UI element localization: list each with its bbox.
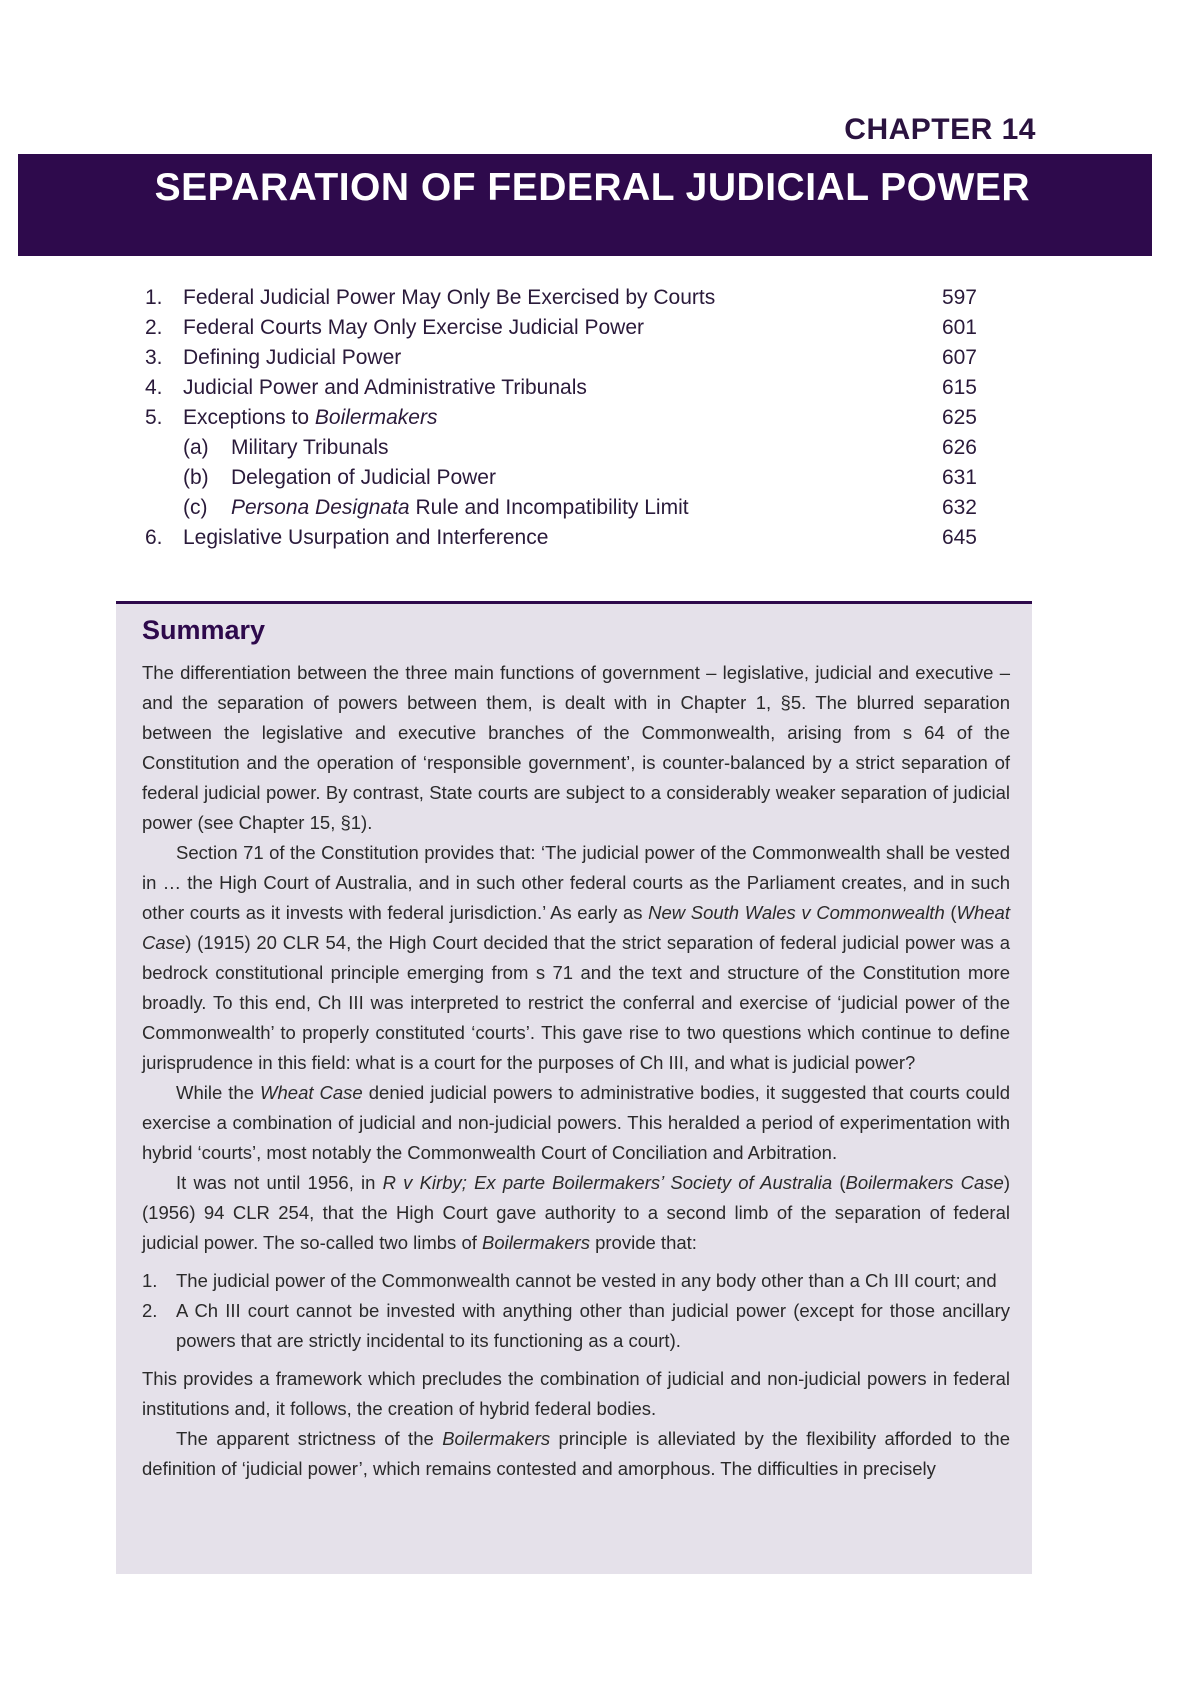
- summary-paragraph: While the Wheat Case denied judicial powers to administrative bodies, it suggested that courts could exercise a combination of judicial and non-judicial powers. This heralded a period of experimentation with hybrid ‘courts’, most notably the Commonwealth Court of Conciliation and Arbitration.: [142, 1082, 1010, 1163]
- toc-number: 3.: [145, 346, 163, 369]
- toc-number: 4.: [145, 376, 163, 399]
- toc-number: 2.: [145, 316, 163, 339]
- summary-paragraph: This provides a framework which precludes the combination of judicial and non-judicial powers in federal institutions and, it follows, the creation of hybrid federal bodies.: [142, 1368, 1010, 1419]
- chapter-title-bar: [18, 154, 1152, 256]
- toc-page-number: 625: [941, 406, 977, 429]
- list-item-number: 2.: [142, 1300, 158, 1321]
- toc-page-number: 645: [941, 526, 977, 549]
- case-name: Wheat Case: [260, 1082, 363, 1103]
- summary-body: [142, 658, 1010, 1484]
- toc-page-number: 597: [941, 286, 977, 309]
- toc-number: 6.: [145, 526, 163, 549]
- case-name: R v Kirby; Ex parte Boilermakers’ Society of Australia: [382, 1172, 833, 1193]
- case-name: Boilermakers: [482, 1232, 590, 1253]
- toc-page-number: 601: [941, 316, 977, 339]
- list-item-text: A Ch III court cannot be invested with anything other than judicial power (except for those ancillary powers that are strictly incidental to its functioning as a court).: [176, 1300, 1010, 1351]
- toc-page-number: 615: [941, 376, 977, 399]
- summary-heading: Summary: [142, 615, 266, 645]
- toc-title: Delegation of Judicial Power: [231, 466, 496, 489]
- toc-subentry[interactable]: [145, 463, 977, 493]
- toc-title-suffix: Rule and Incompatibility Limit: [409, 496, 689, 519]
- toc-entry[interactable]: [145, 373, 977, 403]
- case-name: Boilermakers Case: [845, 1172, 1004, 1193]
- list-item-number: 1.: [142, 1270, 158, 1291]
- toc-page-number: 632: [941, 496, 977, 519]
- toc-number: (c): [183, 496, 208, 519]
- summary-paragraph: It was not until 1956, in R v Kirby; Ex parte Boilermakers’ Society of Australia (Boilermakers Case) (1956) 94 CLR 254, that the High Court gave authority to a second limb of the separation of federal judicial power. The so-called two limbs of Boilermakers provide that:: [142, 1172, 1010, 1253]
- toc-title: Federal Judicial Power May Only Be Exercised by Courts: [183, 286, 716, 309]
- toc-title: Federal Courts May Only Exercise Judicial Power: [183, 316, 644, 339]
- toc-title: Military Tribunals: [231, 436, 389, 459]
- toc-entry[interactable]: [145, 523, 977, 553]
- toc-page-number: 626: [941, 436, 977, 459]
- toc-number: (a): [183, 436, 209, 459]
- toc-entry[interactable]: [145, 283, 977, 313]
- case-name: Boilermakers: [442, 1428, 551, 1449]
- summary-paragraph: The differentiation between the three main functions of government – legislative, judicial and executive – and the separation of powers between them, is dealt with in Chapter 1, §5. The blurred separation between the legislative and executive branches of the Commonwealth, arising from s 64 of the Constitution and the operation of ‘responsible government’, is counter-balanced by a strict separation of federal judicial power. By contrast, State courts are subject to a considerably weaker separation of judicial power (see Chapter 15, §1).: [142, 662, 1010, 833]
- summary-box: [116, 601, 1032, 1574]
- case-name: Wheat Case: [142, 902, 1010, 953]
- toc-number: 5.: [145, 406, 163, 429]
- list-item: [142, 1266, 1010, 1296]
- toc-title-italic: Boilermakers: [314, 406, 438, 429]
- toc-title: Judicial Power and Administrative Tribunals: [183, 376, 587, 399]
- toc-page-number: 607: [941, 346, 977, 369]
- chapter-label: CHAPTER 14: [844, 113, 1036, 146]
- summary-paragraph: The apparent strictness of the Boilermakers principle is alleviated by the flexibility afforded to the definition of ‘judicial power’, which remains contested and amorphous. The difficulties in precisely: [142, 1428, 1011, 1479]
- toc-number: 1.: [145, 286, 163, 309]
- list-item-text: The judicial power of the Commonwealth cannot be vested in any body other than a Ch III court; and: [176, 1270, 997, 1291]
- toc-title: [231, 493, 689, 523]
- toc-entry[interactable]: [145, 313, 977, 343]
- toc-subentry[interactable]: [145, 433, 977, 463]
- toc-subentry[interactable]: [145, 493, 977, 523]
- toc-title: Legislative Usurpation and Interference: [183, 526, 549, 549]
- toc-title-italic: Persona Designata: [231, 496, 410, 519]
- toc-number: (b): [183, 466, 209, 489]
- toc-entry[interactable]: [145, 403, 977, 433]
- list-item: [142, 1296, 1010, 1356]
- chapter-title: SEPARATION OF FEDERAL JUDICIAL POWER: [154, 166, 1030, 209]
- toc-title: Defining Judicial Power: [183, 346, 402, 369]
- toc-title: [183, 403, 437, 433]
- boilermakers-limbs-list: [142, 1266, 1010, 1356]
- case-name: New South Wales v Commonwealth: [648, 902, 945, 923]
- summary-paragraph: Section 71 of the Constitution provides that: ‘The judicial power of the Commonwealth shall be vested in … the High Court of Australia, and in such other federal courts as the Parliament creates, and in such other courts as it invests with federal jurisdiction.’ As early as New South Wales v Commonwealth (Wheat Case) (1915) 20 CLR 54, the High Court decided that the strict separation of federal judicial power was a bedrock constitutional principle emerging from s 71 and the text and structure of the Constitution more broadly. To this end, Ch III was interpreted to restrict the conferral and exercise of ‘judicial power of the Commonwealth’ to properly constituted ‘courts’. This gave rise to two questions which continue to define jurisprudence in this field: what is a court for the purposes of Ch III, and what is judicial power?: [142, 842, 1010, 1073]
- toc-title-prefix: Exceptions to: [183, 406, 315, 429]
- table-of-contents: [145, 283, 977, 553]
- toc-entry[interactable]: [145, 343, 977, 373]
- toc-page-number: 631: [941, 466, 977, 489]
